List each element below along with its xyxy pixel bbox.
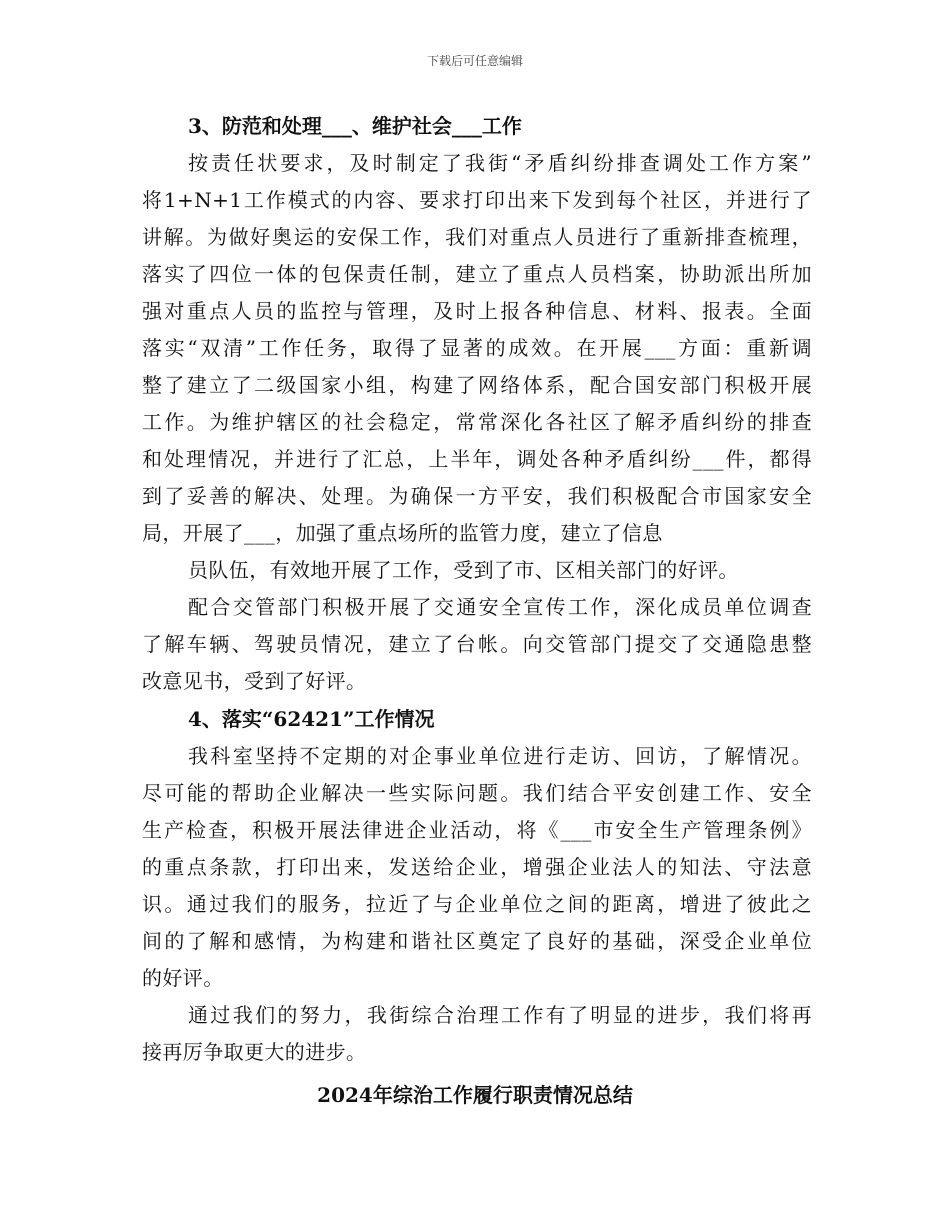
next-document-title: 2024年综治工作履行职责情况总结	[317, 1083, 633, 1107]
text-line: 通过我们的努力，我街综合治理工作有了明显的进步，我们将再	[188, 1003, 812, 1027]
section-heading-3: 3、防范和处理___、维护社会___工作	[188, 114, 522, 138]
text-line: 讲解。为做好奥运的安保工作，我们对重点人员进行了重新排查梳理，	[142, 225, 812, 249]
text-line: 尽可能的帮助企业解决一些实际问题。我们结合平安创建工作、安全	[142, 781, 812, 805]
text-line: 改意见书，受到了好评。	[142, 669, 367, 693]
text-line: 间的了解和感情，为构建和谐社区奠定了良好的基础，深受企业单位	[142, 929, 812, 953]
text-line: 工作。为维护辖区的社会稳定，常常深化各社区了解矛盾纠纷的排查	[142, 410, 812, 434]
text-line: 员队伍，有效地开展了工作，受到了市、区相关部门的好评。	[188, 558, 739, 582]
text-line: 识。通过我们的服务，拉近了与企业单位之间的距离，增进了彼此之	[142, 892, 812, 916]
text-line: 强对重点人员的监控与管理，及时上报各种信息、材料、报表。全面	[142, 299, 812, 323]
text-line: 将1+N+1工作模式的内容、要求打印出来下发到每个社区，并进行了	[142, 188, 812, 212]
text-line: 落实“双清”工作任务，取得了显著的成效。在开展___方面：重新调	[142, 336, 812, 360]
text-line: 到了妥善的解决、处理。为确保一方平安，我们积极配合市国家安全	[142, 484, 812, 508]
text-line: 按责任状要求，及时制定了我街“矛盾纠纷排查调处工作方案”	[188, 151, 812, 175]
text-line: 接再厉争取更大的进步。	[142, 1040, 367, 1064]
text-line: 了解车辆、驾驶员情况，建立了台帐。向交管部门提交了交通隐患整	[142, 632, 812, 656]
paragraph	[142, 552, 812, 589]
header-note: 下载后可任意编辑	[426, 54, 523, 68]
paragraph	[142, 145, 812, 552]
text-line: 配合交管部门积极开展了交通安全宣传工作，深化成员单位调查	[188, 595, 812, 619]
paragraph	[142, 997, 812, 1071]
text-line: 局，开展了___，加强了重点场所的监管力度，建立了信息	[142, 521, 663, 545]
text-line: 和处理情况，并进行了汇总，上半年，调处各种矛盾纠纷___件，都得	[142, 447, 812, 471]
text-line: 的好评。	[142, 966, 224, 990]
paragraph	[142, 589, 812, 700]
text-line: 的重点条款，打印出来，发送给企业，增强企业法人的知法、守法意	[142, 855, 812, 879]
text-line: 生产检查，积极开展法律进企业活动，将《___市安全生产管理条例》	[142, 818, 812, 842]
section-heading-4: 4、落实“62421”工作情况	[188, 707, 435, 731]
document-body	[142, 107, 812, 1071]
paragraph	[142, 738, 812, 997]
text-line: 我科室坚持不定期的对企事业单位进行走访、回访，了解情况。	[188, 744, 812, 768]
text-line: 整了建立了二级国家小组，构建了网络体系，配合国安部门积极开展	[142, 373, 812, 397]
text-line: 落实了四位一体的包保责任制，建立了重点人员档案，协助派出所加	[142, 262, 812, 286]
